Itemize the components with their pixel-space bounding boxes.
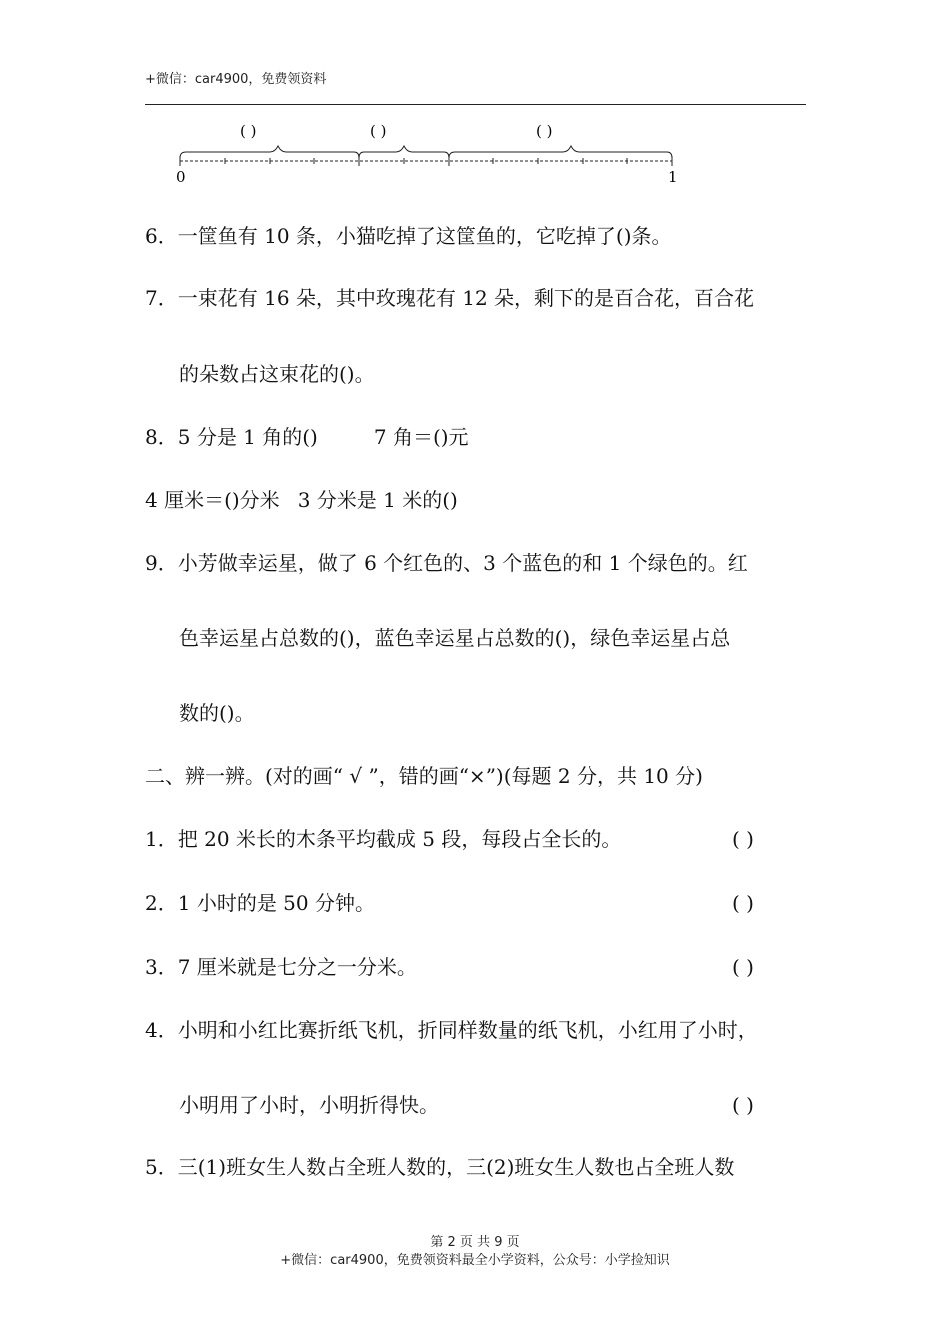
- q7-line2: 的朵数占这束花的()。: [179, 362, 375, 386]
- q9-number: 9．: [145, 551, 178, 575]
- j1-text: 把 20 米长的木条平均截成 5 段，每段占全长的。: [177, 827, 622, 851]
- nl-label-zero: 0: [176, 168, 186, 186]
- header-rule: [145, 104, 806, 105]
- j4-answer-box[interactable]: ( ): [732, 1093, 754, 1117]
- q8-part3: 4 厘米＝()分米: [145, 488, 280, 512]
- nl-bracket-3: ( ): [536, 122, 553, 140]
- question-9: [145, 553, 748, 573]
- q6-text: 一筐鱼有 10 条，小猫吃掉了这筐鱼的，它吃掉了()条。: [177, 224, 672, 248]
- nl-brace-3: [449, 146, 672, 158]
- judge-4: [145, 1020, 758, 1040]
- q9-line1: 小芳做幸运星，做了 6 个红色的、3 个蓝色的和 1 个绿色的。红: [177, 551, 748, 575]
- j1-answer-box[interactable]: ( ): [732, 827, 754, 851]
- q9-line2: 色幸运星占总数的()，蓝色幸运星占总数的()，绿色幸运星占总: [179, 626, 731, 650]
- judge-2: [145, 893, 375, 913]
- question-6: [145, 226, 672, 246]
- q8-part2: 7 角＝()元: [373, 425, 469, 449]
- j5-number: 5．: [145, 1155, 178, 1179]
- j5-line1: 三(1)班女生人数占全班人数的，三(2)班女生人数也占全班人数: [177, 1155, 735, 1179]
- j2-text: 1 小时的是 50 分钟。: [177, 891, 375, 915]
- q8-number: 8．: [145, 425, 178, 449]
- j1-number: 1．: [145, 827, 178, 851]
- q8-part4: 3 分米是 1 米的(): [297, 488, 458, 512]
- q8-part1: 5 分是 1 角的(): [177, 425, 318, 449]
- j4-line1: 小明和小红比赛折纸飞机，折同样数量的纸飞机，小红用了小时，: [177, 1018, 758, 1042]
- q7-line1: 一束花有 16 朵，其中玫瑰花有 12 朵，剩下的是百合花，百合花: [177, 286, 755, 310]
- j3-text: 7 厘米就是七分之一分米。: [177, 955, 417, 979]
- q7-number: 7．: [145, 286, 178, 310]
- j3-number: 3．: [145, 955, 178, 979]
- question-7: [145, 288, 754, 308]
- q8-line2: [145, 490, 458, 510]
- q6-number: 6．: [145, 224, 178, 248]
- nl-brace-2: [359, 146, 449, 158]
- judge-1: [145, 829, 621, 849]
- j4-number: 4．: [145, 1018, 178, 1042]
- judge-3: [145, 957, 417, 977]
- j2-answer-box[interactable]: ( ): [732, 891, 754, 915]
- j4-line2: 小明用了小时，小明折得快。: [179, 1093, 439, 1117]
- nl-brace-1: [180, 146, 359, 158]
- page-number: 第 2 页 共 9 页: [430, 1235, 520, 1250]
- judge-5: [145, 1157, 734, 1177]
- j3-answer-box[interactable]: ( ): [732, 955, 754, 979]
- question-8: [145, 427, 469, 447]
- section2-title: 二、辨一辨。(对的画“ √ ”，错的画“×”)(每题 2 分，共 10 分): [145, 764, 703, 788]
- q9-line3: 数的()。: [179, 701, 255, 725]
- nl-label-one: 1: [668, 168, 678, 186]
- nl-bracket-2: ( ): [370, 122, 387, 140]
- header-note: +微信：car4900，免费领资料: [145, 72, 327, 87]
- number-line-diagram: [170, 118, 690, 188]
- j2-number: 2．: [145, 891, 178, 915]
- nl-bracket-1: ( ): [240, 122, 257, 140]
- footer-note: +微信：car4900，免费领资料最全小学资料，公众号：小学捡知识: [280, 1253, 670, 1268]
